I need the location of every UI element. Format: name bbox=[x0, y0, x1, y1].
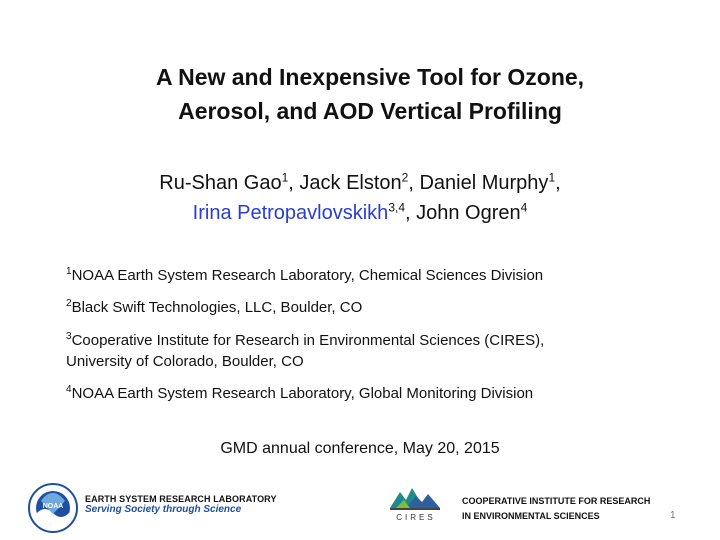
cires-name-line-2: IN ENVIRONMENTAL SCIENCES bbox=[462, 511, 600, 521]
affiliation-2-text: Black Swift Technologies, LLC, Boulder, CO bbox=[71, 299, 363, 316]
affiliation-4-text: NOAA Earth System Research Laboratory, Global Monitoring Division bbox=[71, 385, 534, 402]
esrl-name: EARTH SYSTEM RESEARCH LABORATORY bbox=[85, 494, 277, 504]
affiliation-2 bbox=[66, 297, 686, 318]
affiliation-1 bbox=[66, 265, 686, 286]
cires-name-line-1: COOPERATIVE INSTITUTE FOR RESEARCH bbox=[462, 496, 651, 506]
author-petropavlovskikh-affil: 3,4 bbox=[388, 200, 405, 215]
page-number: 1 bbox=[670, 510, 676, 521]
author-gao: Ru-Shan Gao bbox=[159, 172, 282, 194]
esrl-tagline: Serving Society through Science bbox=[85, 504, 242, 515]
affiliation-4 bbox=[66, 383, 686, 404]
author-elston-affil: 2 bbox=[401, 170, 409, 185]
affiliation-3-text: Cooperative Institute for Research in Environmental Sciences (CIRES), bbox=[71, 332, 545, 349]
author-line-1: Ru-Shan Gao$^1$, Jack Elston$^2$, Daniel Murphy$^1$, bbox=[159, 170, 561, 194]
esrl-footer bbox=[85, 494, 277, 515]
author-murphy: Daniel Murphy bbox=[419, 172, 549, 194]
title-line-1: A New and Inexpensive Tool for Ozone, bbox=[155, 64, 585, 90]
cires-logo bbox=[386, 484, 446, 527]
noaa-logo bbox=[28, 483, 78, 538]
title-line-2: Aerosol, and AOD Vertical Profiling bbox=[178, 98, 562, 124]
author-ogren-affil: 4 bbox=[520, 200, 528, 215]
noaa-logo-text: NOAA bbox=[42, 503, 64, 510]
affiliation-1-text: NOAA Earth System Research Laboratory, Chemical Sciences Division bbox=[71, 267, 544, 284]
author-ogren: John Ogren bbox=[416, 202, 521, 224]
affiliation-2-sup: 2 bbox=[66, 298, 72, 309]
affiliation-3 bbox=[66, 330, 686, 372]
slide-title bbox=[60, 60, 680, 128]
cires-footer bbox=[462, 494, 650, 524]
affiliation-3-sup: 3 bbox=[66, 331, 72, 342]
author-elston: Jack Elston bbox=[299, 172, 402, 194]
affiliation-3-text-2: University of Colorado, Boulder, CO bbox=[66, 353, 304, 370]
author-list bbox=[60, 168, 660, 228]
conference-line: GMD annual conference, May 20, 2015 bbox=[220, 440, 500, 457]
author-murphy-affil: 1 bbox=[548, 170, 556, 185]
affiliation-4-sup: 4 bbox=[66, 384, 72, 395]
author-line-2: Irina Petropavlovskikh$^{3,4}$, John Ogren$^4$ bbox=[192, 200, 528, 224]
author-petropavlovskikh: Irina Petropavlovskikh bbox=[192, 202, 389, 224]
cires-logo-text: CIRES bbox=[396, 513, 436, 522]
affiliation-1-sup: 1 bbox=[66, 266, 72, 277]
author-gao-affil: 1 bbox=[281, 170, 289, 185]
